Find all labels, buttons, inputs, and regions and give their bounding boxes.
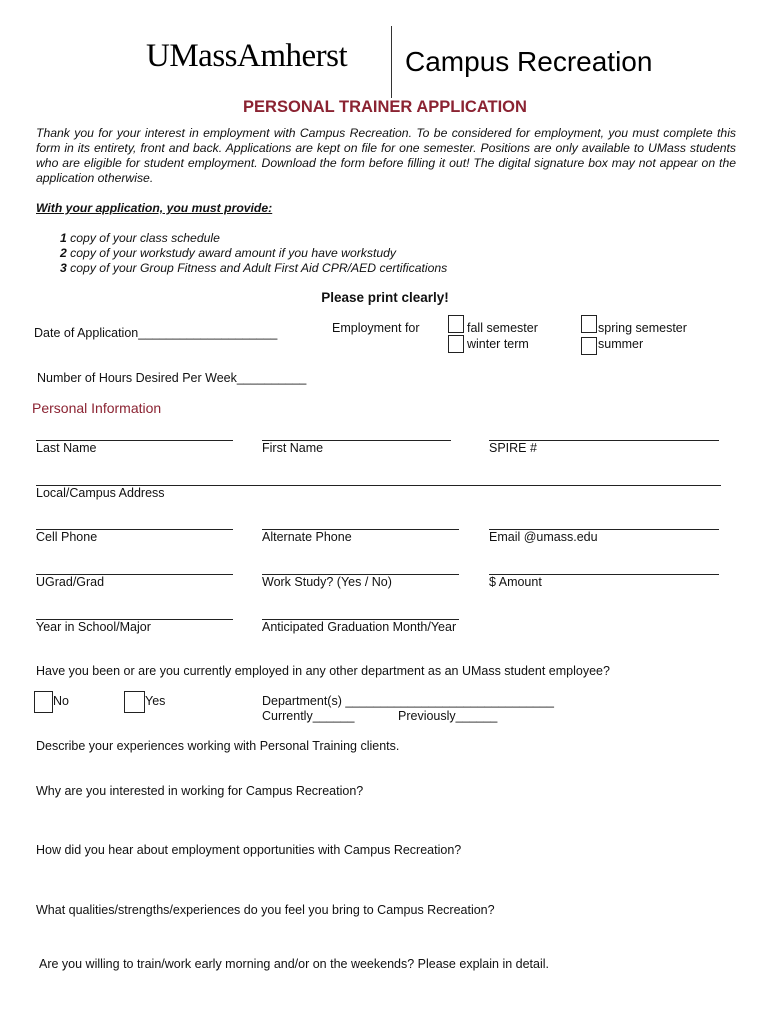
ugrad-grad-label: UGrad/Grad bbox=[36, 575, 105, 589]
email-label: Email @umass.edu bbox=[489, 530, 598, 544]
employment-for-label: Employment for bbox=[332, 321, 420, 335]
summer-label: summer bbox=[598, 337, 644, 351]
summer-checkbox[interactable] bbox=[581, 337, 597, 355]
previously-field[interactable]: Previously______ bbox=[398, 709, 498, 723]
fall-semester-label: fall semester bbox=[467, 321, 538, 335]
fall-semester-checkbox[interactable] bbox=[448, 315, 464, 333]
year-in-school-label: Year in School/Major bbox=[36, 620, 151, 634]
question-availability: Are you willing to train/work early morning and/or on the weekends? Please explain in detail. bbox=[39, 957, 550, 971]
question-interest: Why are you interested in working for Campus Recreation? bbox=[36, 784, 364, 798]
alternate-phone-label: Alternate Phone bbox=[262, 530, 352, 544]
intro-paragraph: Thank you for your interest in employment with Campus Recreation. To be considered for employment, you must complete this form in its entirety, front and back. Applications are kept on file for one semester. Positions are only available to UMass students who are eligible for student employment. Download the form before filling it out! The digital signature box may not appear on the application otherwise. bbox=[36, 126, 736, 185]
requirements-heading: With your application, you must provide: bbox=[36, 201, 273, 215]
yes-checkbox[interactable] bbox=[124, 691, 145, 713]
first-name-label: First Name bbox=[262, 441, 324, 455]
question-qualities: What qualities/strengths/experiences do you feel you bring to Campus Recreation? bbox=[36, 903, 495, 917]
umass-amherst-logo: UMassAmherst bbox=[146, 38, 348, 74]
requirement-item: 1 copy of your class schedule bbox=[60, 231, 220, 245]
question-experience: Describe your experiences working with Personal Training clients. bbox=[36, 739, 400, 753]
winter-term-label: winter term bbox=[467, 337, 529, 351]
address-label: Local/Campus Address bbox=[36, 486, 165, 500]
spring-semester-label: spring semester bbox=[598, 321, 687, 335]
graduation-date-label: Anticipated Graduation Month/Year bbox=[262, 620, 457, 634]
personal-information-heading: Personal Information bbox=[32, 400, 162, 416]
hours-per-week-field[interactable]: Number of Hours Desired Per Week__________ bbox=[37, 371, 307, 385]
departments-field[interactable]: Department(s) ______________________________ bbox=[262, 694, 554, 708]
currently-field[interactable]: Currently______ bbox=[262, 709, 355, 723]
form-title: PERSONAL TRAINER APPLICATION bbox=[243, 98, 527, 116]
no-label: No bbox=[53, 694, 69, 708]
cell-phone-label: Cell Phone bbox=[36, 530, 98, 544]
amount-label: $ Amount bbox=[489, 575, 542, 589]
campus-recreation-logo-text: Campus Recreation bbox=[405, 46, 653, 77]
spring-semester-checkbox[interactable] bbox=[581, 315, 597, 333]
no-checkbox[interactable] bbox=[34, 691, 53, 713]
other-employment-question: Have you been or are you currently employed in any other department as an UMass student employee? bbox=[36, 664, 610, 678]
question-referral: How did you hear about employment opportunities with Campus Recreation? bbox=[36, 843, 462, 857]
winter-term-checkbox[interactable] bbox=[448, 335, 464, 353]
requirement-item: 3 copy of your Group Fitness and Adult First Aid CPR/AED certifications bbox=[60, 261, 448, 275]
requirement-item: 2 copy of your workstudy award amount if you have workstudy bbox=[60, 246, 396, 260]
print-clearly-note: Please print clearly! bbox=[321, 290, 449, 305]
date-of-application-field[interactable]: Date of Application____________________ bbox=[34, 326, 278, 340]
spire-label: SPIRE # bbox=[489, 441, 537, 455]
work-study-label: Work Study? (Yes / No) bbox=[262, 575, 392, 589]
last-name-label: Last Name bbox=[36, 441, 97, 455]
yes-label: Yes bbox=[145, 694, 166, 708]
logo-divider bbox=[391, 26, 392, 98]
